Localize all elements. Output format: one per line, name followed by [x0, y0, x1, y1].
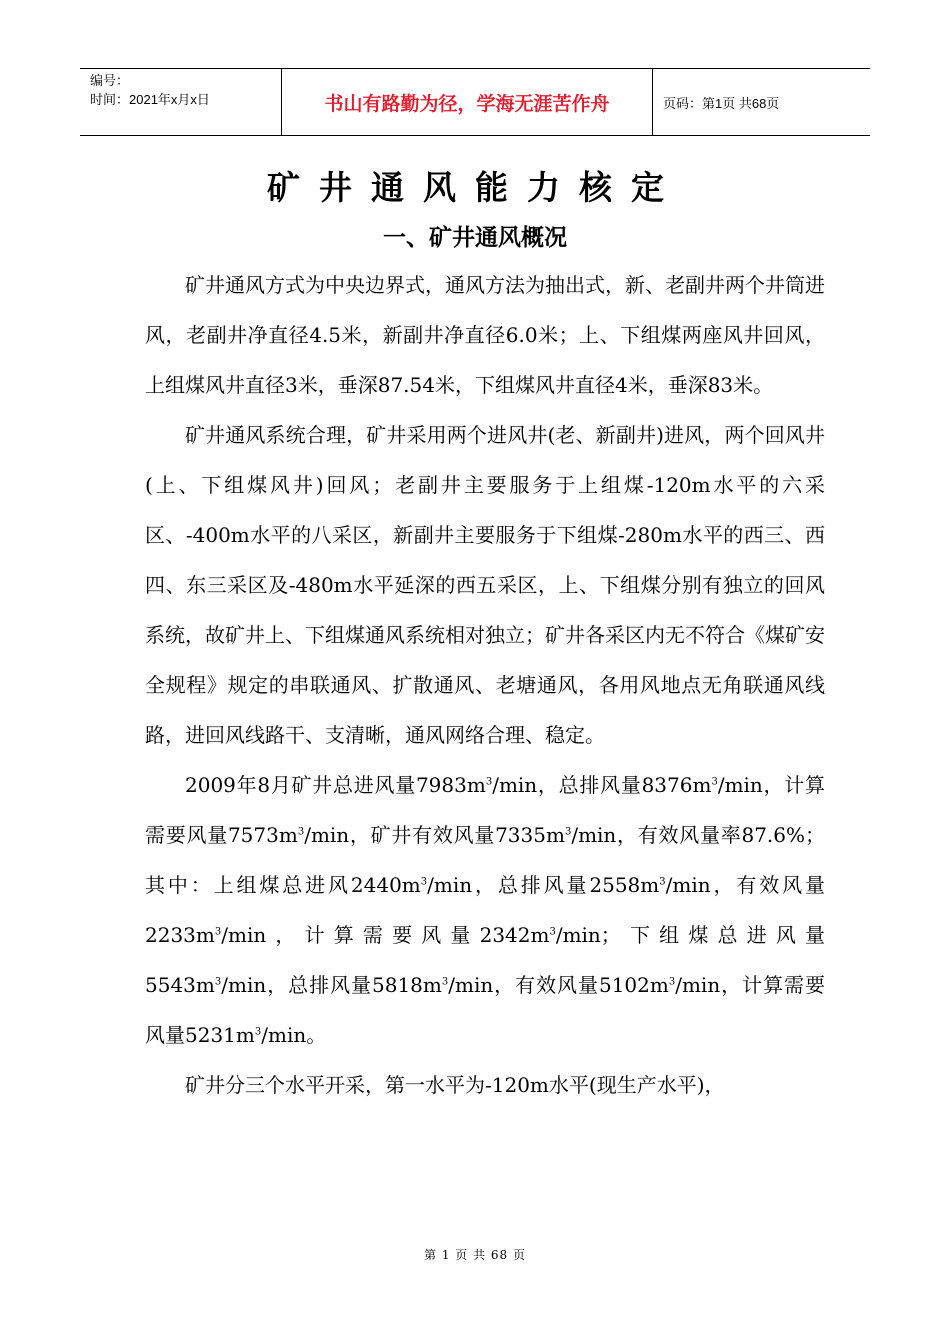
p3-seg: 2009年8月矿井总进风量7983m: [185, 773, 486, 797]
p3-seg: /min，计算需要风量7573m: [145, 773, 826, 847]
p3-seg: /min，总排风量8376m: [492, 773, 712, 797]
p3-seg: /min，计算需要风量5231m: [145, 973, 826, 1047]
superscript: 3: [214, 976, 222, 988]
superscript: 3: [711, 776, 718, 788]
superscript: 3: [659, 876, 666, 888]
p3-seg: /min，矿井有效风量7335m: [304, 823, 565, 847]
paragraph-4: 矿井分三个水平开采，第一水平为-120m水平(现生产水平)，: [185, 1073, 725, 1097]
page-info: 页码：第1页 共68页: [663, 95, 780, 111]
p3-seg: /min，有效风量5102m: [448, 973, 669, 997]
p3-seg: /min，总排风量2558m: [427, 873, 660, 897]
section-title: 一、矿井通风概况: [383, 225, 567, 251]
p3-seg: /min，计算需要风量2342m: [221, 923, 550, 947]
page-footer: 第 1 页 共 68 页: [424, 1248, 526, 1262]
paragraph-1: 矿井通风方式为中央边界式，通风方法为抽出式，新、老副井两个井筒进风，老副井净直径4.5米，新副井净直径6.0米；上、下组煤两座风井回风，上组煤风井直径3米，垂深87.54米，下组煤风井直径4米，垂深83米。: [145, 273, 825, 397]
p3-seg: /min，有效风量2233m: [145, 873, 825, 947]
document-title: 矿井通风能力核定: [267, 168, 683, 207]
p3-seg: /min；下组煤总进风量5543m: [145, 923, 825, 997]
superscript: 3: [549, 926, 556, 938]
header-table: [80, 68, 870, 136]
superscript: 3: [214, 926, 222, 938]
paragraph-3: [145, 760, 825, 1060]
p3-seg: /min，有效风量率87.6%；其中：上组煤总进风2440m: [145, 823, 826, 897]
p3-seg: /min，总排风量5818m: [221, 973, 442, 997]
superscript: 3: [254, 1026, 262, 1038]
superscript: 3: [564, 826, 572, 838]
document-body: [145, 260, 825, 1110]
superscript: 3: [668, 976, 676, 988]
paragraph-2: 矿井通风系统合理，矿井采用两个进风井(老、新副井)进风，两个回风井(上、下组煤风井)回风；老副井主要服务于上组煤-120m水平的六采区、-400m水平的八采区，新副井主要服务于下组煤-280m水平的西三、西四、东三采区及-480m水平延深的西五采区，上、下组煤分别有独立的回风系统，故矿井上、下组煤通风系统相对独立；矿井各采区内无不符合《煤矿安全规程》规定的串联通风、扩散通风、老塘通风，各用风地点无角联通风线路，进回风线路干、支清晰，通风网络合理、稳定。: [145, 423, 825, 747]
motto: 书山有路勤为径，学海无涯苦作舟: [282, 69, 653, 135]
header-meta-cell: [80, 69, 282, 135]
superscript: 3: [297, 826, 305, 838]
superscript: 3: [485, 776, 493, 788]
superscript: 3: [441, 976, 449, 988]
number-label: 编号：: [90, 73, 130, 88]
time-label: 时间：2021年x月x日: [90, 92, 210, 107]
p3-seg: /min。: [261, 1023, 327, 1047]
superscript: 3: [420, 876, 428, 888]
